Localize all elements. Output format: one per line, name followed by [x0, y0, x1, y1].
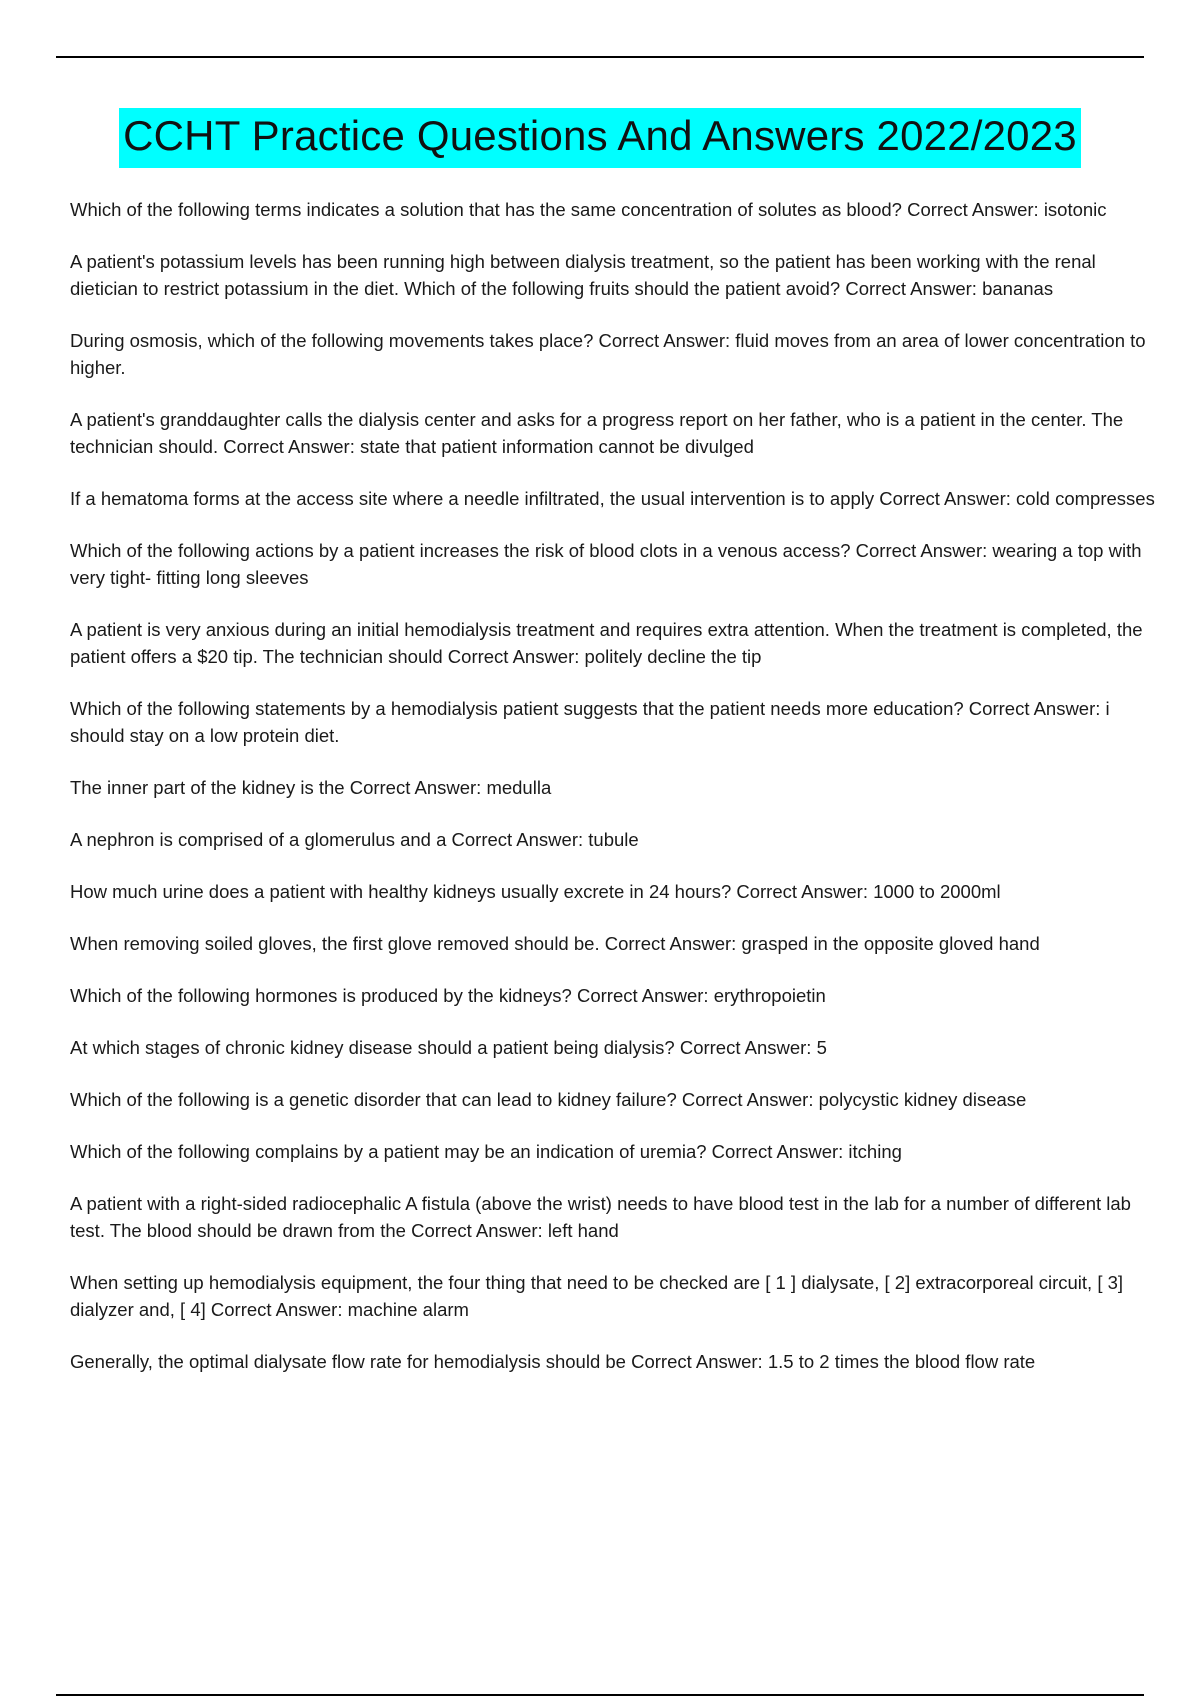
qa-item-14: At which stages of chronic kidney disease should a patient being dialysis? Correct Answer: 5: [70, 1037, 827, 1058]
qa-item-6: Which of the following actions by a patient increases the risk of blood clots in a venous access? Correct Answer: wearing a top with very tight- fitting long sleeves: [70, 540, 1142, 588]
qa-item-10: A nephron is comprised of a glomerulus and a Correct Answer: tubule: [70, 829, 639, 850]
qa-list: [70, 196, 1160, 1400]
qa-item-12: When removing soiled gloves, the first glove removed should be. Correct Answer: grasped in the opposite gloved hand: [70, 933, 1040, 954]
qa-item-19: Generally, the optimal dialysate flow rate for hemodialysis should be Correct Answer: 1.5 to 2 times the blood flow rate: [70, 1351, 1036, 1372]
qa-item-17: A patient with a right-sided radiocephalic A fistula (above the wrist) needs to have blood test in the lab for a number of different lab test. The blood should be drawn from the Correct Answer: left hand: [70, 1193, 1131, 1241]
qa-item-18: When setting up hemodialysis equipment, the four thing that need to be checked are [ 1 ] dialysate, [ 2] extracorporeal circuit, [ 3] dialyzer and, [ 4] Correct Answer: machine alarm: [70, 1272, 1124, 1320]
qa-item-4: A patient's granddaughter calls the dialysis center and asks for a progress report on her father, who is a patient in the center. The technician should. Correct Answer: state that patient information cannot be divulged: [70, 409, 1124, 457]
qa-item-3: During osmosis, which of the following movements takes place? Correct Answer: fluid moves from an area of lower concentration to higher.: [70, 330, 1146, 378]
qa-item-15: Which of the following is a genetic disorder that can lead to kidney failure? Correct Answer: polycystic kidney disease: [70, 1089, 1027, 1110]
qa-item-13: Which of the following hormones is produced by the kidneys? Correct Answer: erythropoietin: [70, 985, 826, 1006]
qa-item-7: A patient is very anxious during an initial hemodialysis treatment and requires extra attention. When the treatment is completed, the patient offers a $20 tip. The technician should Correct Answer: politely decline the tip: [70, 619, 1143, 667]
qa-item-5: If a hematoma forms at the access site where a needle infiltrated, the usual intervention is to apply Correct Answer: cold compresses: [70, 488, 1155, 509]
title-container: [0, 108, 1200, 168]
qa-item-11: How much urine does a patient with healthy kidneys usually excrete in 24 hours? Correct Answer: 1000 to 2000ml: [70, 881, 1001, 902]
page-title: CCHT Practice Questions And Answers 2022/2023: [119, 108, 1081, 168]
bottom-rule: [56, 1694, 1144, 1696]
qa-item-2: A patient's potassium levels has been running high between dialysis treatment, so the patient has been working with the renal dietician to restrict potassium in the diet. Which of the following fruits should the patient avoid? Correct Answer: bananas: [70, 251, 1096, 299]
qa-item-16: Which of the following complains by a patient may be an indication of uremia? Correct Answer: itching: [70, 1141, 902, 1162]
top-rule: [56, 56, 1144, 58]
qa-item-1: Which of the following terms indicates a solution that has the same concentration of solutes as blood? Correct Answer: isotonic: [70, 199, 1107, 220]
qa-item-8: Which of the following statements by a hemodialysis patient suggests that the patient needs more education? Correct Answer: i should stay on a low protein diet.: [70, 698, 1110, 746]
qa-item-9: The inner part of the kidney is the Correct Answer: medulla: [70, 777, 552, 798]
